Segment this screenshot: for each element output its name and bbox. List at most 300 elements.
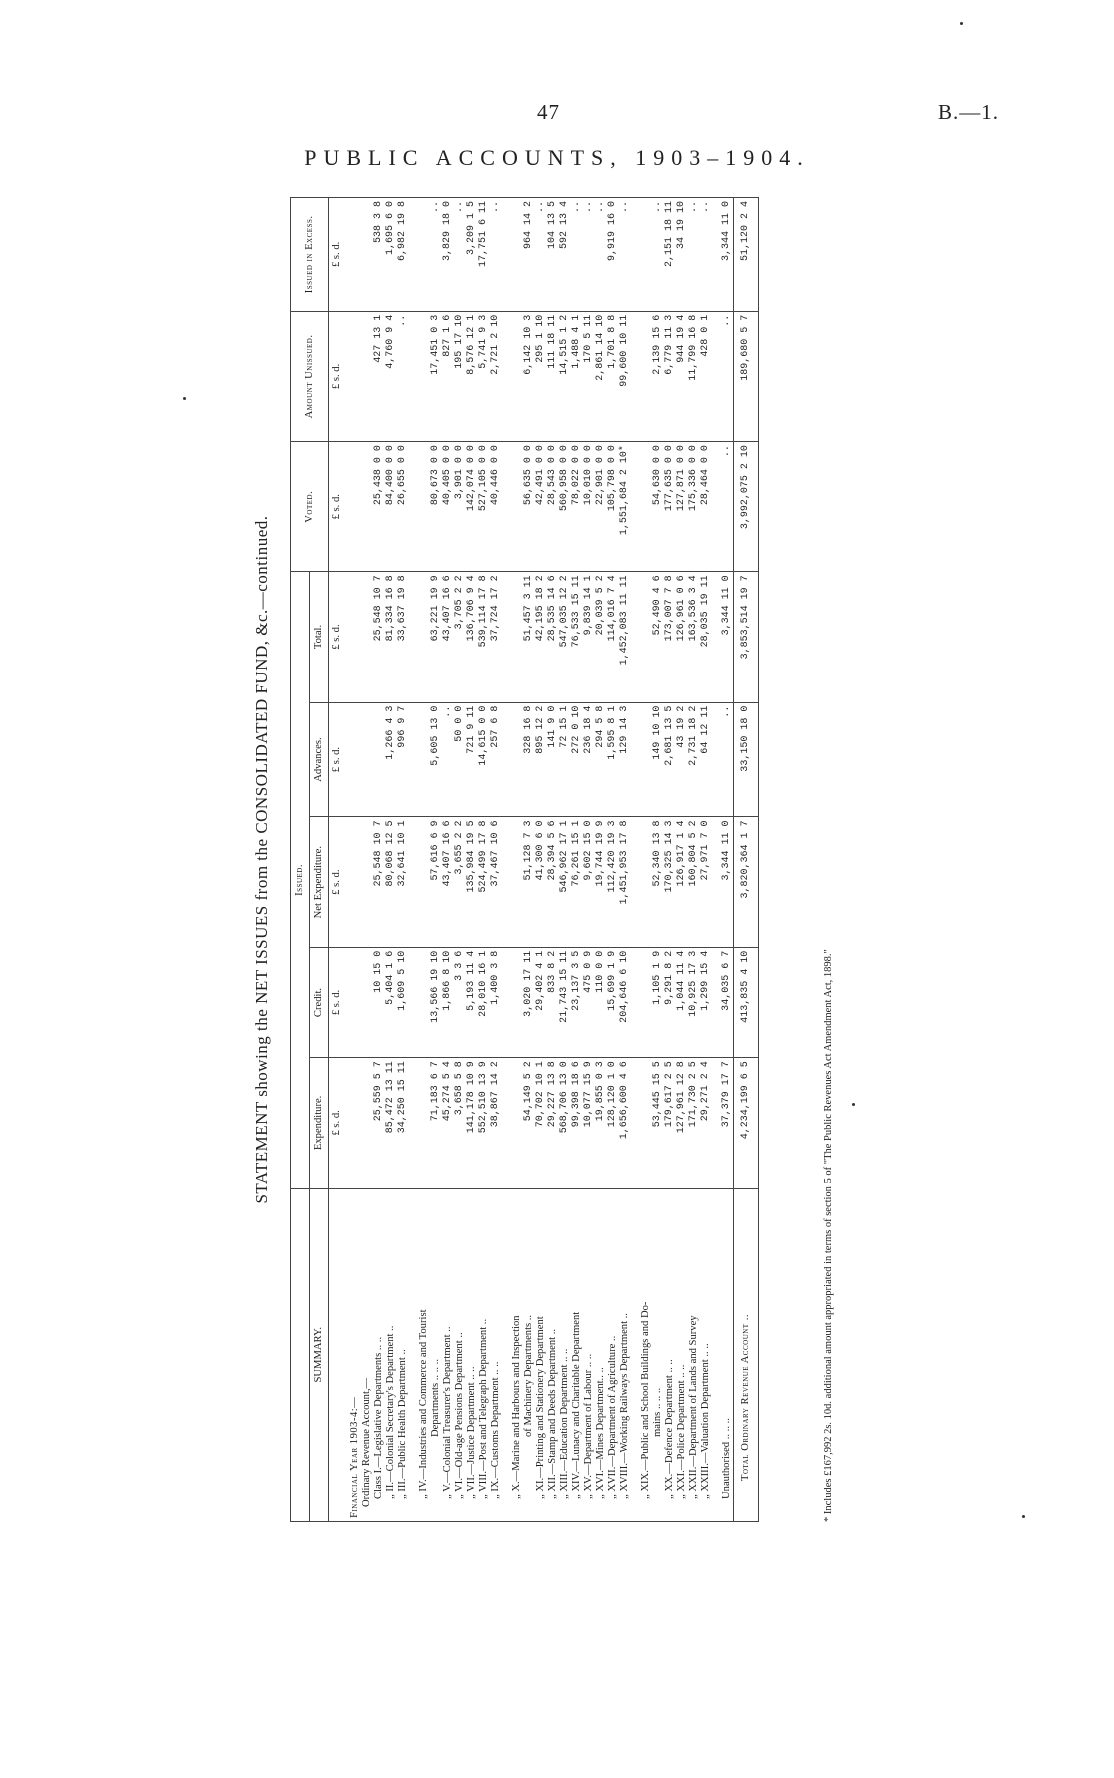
cell-excess: 1,695 6 0 xyxy=(385,198,397,312)
page-reference: B.—1. xyxy=(938,100,1000,124)
cell-total: 52,490 4 6 xyxy=(652,572,664,702)
total-advances: 33,150 18 0 xyxy=(734,702,759,817)
cell-excess: 3,829 18 0 xyxy=(442,198,454,312)
header-issued: Issued. xyxy=(291,572,310,1188)
cell-advances: 129 14 3 xyxy=(619,702,631,817)
table-row xyxy=(619,198,631,1522)
cell-voted: 28,464 0 0 xyxy=(700,442,712,572)
row-label: „ XIX.—Public and School Buildings and Do- xyxy=(640,1188,652,1521)
cell-voted: 25,438 0 0 xyxy=(373,442,385,572)
cell-total: 43,407 16 6 xyxy=(442,572,454,702)
cell-unissued: 2,139 15 6 xyxy=(652,311,664,441)
units-label: £ s. d. xyxy=(329,572,350,702)
cell-total: 76,533 15 11 xyxy=(571,572,583,702)
cell-net-expenditure: 52,340 13 8 xyxy=(652,817,664,947)
section-year: Financial Year 1903-4:— xyxy=(349,1188,361,1521)
cell-unissued: 17,451 0 3 xyxy=(430,311,442,441)
cell-credit: 1,299 15 4 xyxy=(700,947,712,1057)
cell-net-expenditure xyxy=(418,817,430,947)
row-label: „ XVI.—Mines Department.. .. xyxy=(595,1188,607,1521)
cell-voted: 105,798 0 0 xyxy=(607,442,619,572)
cell-advances: 1,266 4 3 xyxy=(385,702,397,817)
cell-voted: 3,901 0 0 xyxy=(454,442,466,572)
cell-total: 126,961 0 6 xyxy=(676,572,688,702)
row-label: Departments .. .. .. xyxy=(430,1188,442,1521)
page-title: PUBLIC ACCOUNTS, 1903–1904. xyxy=(304,145,810,170)
cell-advances: 64 12 11 xyxy=(700,702,712,817)
row-label: „ II.—Colonial Secretary's Department .. xyxy=(385,1188,397,1521)
cell-net-expenditure: 19,744 19 9 xyxy=(595,817,607,947)
cell-total: 25,548 10 7 xyxy=(373,572,385,702)
cell-net-expenditure: 9,602 15 0 xyxy=(583,817,595,947)
cell-total xyxy=(511,572,523,702)
cell-advances: 328 16 8 xyxy=(523,702,535,817)
cell-advances: 72 15 1 xyxy=(559,702,571,817)
cell-advances xyxy=(640,702,652,817)
total-net-expenditure: 3,820,364 1 7 xyxy=(734,817,759,947)
cell-total: 539,114 17 8 xyxy=(478,572,490,702)
cell-voted: 26,655 0 0 xyxy=(397,442,409,572)
cell-total: 37,724 17 2 xyxy=(490,572,502,702)
table-row xyxy=(571,198,583,1522)
speck-mark xyxy=(960,22,963,25)
speck-mark xyxy=(183,397,186,400)
cell-expenditure: 552,510 13 9 xyxy=(478,1058,490,1188)
cell-unissued: 827 1 6 xyxy=(442,311,454,441)
cell-excess: 6,982 19 8 xyxy=(397,198,409,312)
cell-advances: 2,681 13 5 xyxy=(664,702,676,817)
cell-advances: 721 9 11 xyxy=(466,702,478,817)
cell-net-expenditure xyxy=(511,817,523,947)
cell-voted: 527,105 0 0 xyxy=(478,442,490,572)
table-row xyxy=(478,198,490,1522)
header-amount-unissued: Amount Unissued. xyxy=(291,311,329,441)
cell-unissued: 195 17 10 xyxy=(454,311,466,441)
header-expenditure: Expenditure. xyxy=(310,1058,329,1188)
row-label: „ XX.—Defence Department .. .. xyxy=(664,1188,676,1521)
cell-expenditure: 29,271 2 4 xyxy=(700,1058,712,1188)
cell-net-expenditure: 57,616 6 9 xyxy=(430,817,442,947)
cell-advances: 149 10 10 xyxy=(652,702,664,817)
cell-expenditure: 127,961 12 8 xyxy=(676,1058,688,1188)
cell-unissued: 99,600 10 11 xyxy=(619,311,631,441)
cell-voted: 1,551,684 2 10* xyxy=(619,442,631,572)
table-row xyxy=(442,198,454,1522)
cell-expenditure: 3,658 5 8 xyxy=(454,1058,466,1188)
cell-unissued: 427 13 1 xyxy=(373,311,385,441)
row-label: of Machinery Departments .. xyxy=(523,1188,535,1521)
row-label: „ XVIII.—Working Railways Department .. xyxy=(619,1188,631,1521)
cell-total: 42,195 18 2 xyxy=(535,572,547,702)
cell-excess: 9,919 16 0 xyxy=(607,198,619,312)
cell-expenditure: 25,559 5 7 xyxy=(373,1058,385,1188)
cell-excess: .. xyxy=(454,198,466,312)
table-row xyxy=(664,198,676,1522)
cell-voted: 10,010 0 0 xyxy=(583,442,595,572)
cell-net-expenditure: 41,300 6 0 xyxy=(535,817,547,947)
footnote: * Includes £167,992 2s. 10d. additional amount appropriated in terms of section 5 of "The Public Revenues Act Amendment Act, 1898." xyxy=(823,949,834,1522)
cell-expenditure: 99,398 18 6 xyxy=(571,1058,583,1188)
cell-advances: 996 9 7 xyxy=(397,702,409,817)
cell-voted: .. xyxy=(721,442,734,572)
cell-unissued: .. xyxy=(397,311,409,441)
cell-excess: 3,209 1 5 xyxy=(466,198,478,312)
cell-advances: 14,615 0 0 xyxy=(478,702,490,817)
cell-voted: 177,635 0 0 xyxy=(664,442,676,572)
cell-expenditure: 54,149 5 2 xyxy=(523,1058,535,1188)
header-issued-in-excess: Issued in Excess. xyxy=(291,198,329,312)
cell-total: 3,705 2 2 xyxy=(454,572,466,702)
cell-excess: .. xyxy=(490,198,502,312)
table-row xyxy=(583,198,595,1522)
header-total: Total. xyxy=(310,572,329,702)
cell-advances: 50 0 0 xyxy=(454,702,466,817)
cell-net-expenditure: 170,325 14 3 xyxy=(664,817,676,947)
cell-credit: 3,020 17 11 xyxy=(523,947,535,1057)
cell-credit: 21,743 15 11 xyxy=(559,947,571,1057)
row-label: Class I.—Legislative Departments .. .. xyxy=(373,1188,385,1521)
cell-total: 173,007 7 8 xyxy=(664,572,676,702)
cell-credit: 9,291 8 2 xyxy=(664,947,676,1057)
cell-expenditure xyxy=(418,1058,430,1188)
cell-advances xyxy=(418,702,430,817)
cell-unissued: 14,515 1 2 xyxy=(559,311,571,441)
cell-voted: 560,958 0 0 xyxy=(559,442,571,572)
cell-excess xyxy=(418,198,430,312)
cell-excess: 17,751 6 11 xyxy=(478,198,490,312)
speck-mark xyxy=(852,1103,855,1106)
cell-advances: 43 19 2 xyxy=(676,702,688,817)
cell-voted: 54,630 0 0 xyxy=(652,442,664,572)
cell-unissued: .. xyxy=(721,311,734,441)
cell-voted: 22,901 0 0 xyxy=(595,442,607,572)
speck-mark xyxy=(1022,1515,1025,1518)
table-row xyxy=(454,198,466,1522)
total-total: 3,853,514 19 7 xyxy=(734,572,759,702)
cell-voted xyxy=(640,442,652,572)
row-label: „ III.—Public Health Department .. xyxy=(397,1188,409,1521)
cell-advances: 2,731 18 2 xyxy=(688,702,700,817)
cell-voted: 42,491 0 0 xyxy=(535,442,547,572)
cell-net-expenditure: 27,971 7 0 xyxy=(700,817,712,947)
cell-total: 136,706 9 4 xyxy=(466,572,478,702)
cell-expenditure: 45,274 5 4 xyxy=(442,1058,454,1188)
cell-credit: 204,646 6 10 xyxy=(619,947,631,1057)
cell-advances: .. xyxy=(721,702,734,817)
cell-credit: 29,402 4 1 xyxy=(535,947,547,1057)
cell-excess: .. xyxy=(571,198,583,312)
cell-unissued: 2,721 2 10 xyxy=(490,311,502,441)
cell-excess: 34 19 10 xyxy=(676,198,688,312)
row-spacer xyxy=(409,198,418,1522)
cell-credit: 1,044 11 4 xyxy=(676,947,688,1057)
row-label: „ XXIII.—Valuation Department .. .. xyxy=(700,1188,712,1521)
cell-net-expenditure: 112,420 19 3 xyxy=(607,817,619,947)
table-row xyxy=(397,198,409,1522)
cell-net-expenditure xyxy=(640,817,652,947)
cell-total: 1,452,083 11 11 xyxy=(619,572,631,702)
cell-net-expenditure: 25,548 10 7 xyxy=(373,817,385,947)
cell-credit: 23,137 3 5 xyxy=(571,947,583,1057)
total-label: Total Ordinary Revenue Account .. xyxy=(734,1188,759,1521)
cell-excess: 592 13 4 xyxy=(559,198,571,312)
cell-excess: 3,344 11 0 xyxy=(721,198,734,312)
cell-expenditure: 29,227 13 8 xyxy=(547,1058,559,1188)
statement-title: STATEMENT showing the NET ISSUES from the CONSOLIDATED FUND, &c.—continued. xyxy=(252,515,271,1204)
row-label: „ VI.—Old-age Pensions Department .. xyxy=(454,1188,466,1521)
cell-unissued: 1,488 4 1 xyxy=(571,311,583,441)
cell-excess: .. xyxy=(430,198,442,312)
cell-credit: 28,010 16 1 xyxy=(478,947,490,1057)
cell-total: 3,344 11 0 xyxy=(721,572,734,702)
cell-advances: 272 0 10 xyxy=(571,702,583,817)
cell-expenditure: 38,867 14 2 xyxy=(490,1058,502,1188)
row-label: „ XIV.—Lunacy and Charitable Department xyxy=(571,1188,583,1521)
page-number: 47 xyxy=(537,100,560,124)
cell-unissued: 170 5 11 xyxy=(583,311,595,441)
header-credit: Credit. xyxy=(310,947,329,1057)
cell-excess: .. xyxy=(688,198,700,312)
cell-excess: 538 3 8 xyxy=(373,198,385,312)
cell-credit: 110 0 0 xyxy=(595,947,607,1057)
cell-unissued: 1,701 8 8 xyxy=(607,311,619,441)
cell-net-expenditure: 3,344 11 0 xyxy=(721,817,734,947)
cell-unissued: 2,861 14 10 xyxy=(595,311,607,441)
cell-credit: 1,609 5 10 xyxy=(397,947,409,1057)
cell-excess: .. xyxy=(583,198,595,312)
cell-expenditure: 85,472 13 11 xyxy=(385,1058,397,1188)
cell-net-expenditure: 28,394 5 6 xyxy=(547,817,559,947)
row-label: „ VII.—Justice Department .. .. xyxy=(466,1188,478,1521)
units-label: £ s. d. xyxy=(329,702,350,817)
cell-voted: 28,543 0 0 xyxy=(547,442,559,572)
cell-net-expenditure: 76,261 15 1 xyxy=(571,817,583,947)
row-spacer xyxy=(712,198,721,1522)
cell-expenditure: 71,183 6 7 xyxy=(430,1058,442,1188)
row-label: „ XI.—Printing and Stationery Department xyxy=(535,1188,547,1521)
cell-net-expenditure: 51,128 7 3 xyxy=(523,817,535,947)
cell-expenditure: 10,077 15 9 xyxy=(583,1058,595,1188)
cell-credit: 1,866 8 10 xyxy=(442,947,454,1057)
units-blank xyxy=(329,1188,350,1521)
cell-unissued: 428 0 1 xyxy=(700,311,712,441)
cell-expenditure: 141,178 10 9 xyxy=(466,1058,478,1188)
cell-excess: 964 14 2 xyxy=(523,198,535,312)
cell-voted: 56,635 0 0 xyxy=(523,442,535,572)
cell-net-expenditure: 43,407 16 6 xyxy=(442,817,454,947)
cell-excess: 104 13 5 xyxy=(547,198,559,312)
cell-excess: .. xyxy=(700,198,712,312)
cell-voted xyxy=(511,442,523,572)
header-voted: Voted. xyxy=(291,442,329,572)
cell-excess: .. xyxy=(652,198,664,312)
cell-total xyxy=(418,572,430,702)
table-row xyxy=(700,198,712,1522)
table-row xyxy=(721,198,734,1522)
cell-advances xyxy=(511,702,523,817)
cell-credit xyxy=(511,947,523,1057)
row-spacer xyxy=(502,198,511,1522)
table-row xyxy=(676,198,688,1522)
cell-advances: 5,605 13 0 xyxy=(430,702,442,817)
cell-unissued: 5,741 9 3 xyxy=(478,311,490,441)
total-expenditure: 4,234,199 6 5 xyxy=(734,1058,759,1188)
cell-expenditure xyxy=(511,1058,523,1188)
cell-credit: 5,404 1 6 xyxy=(385,947,397,1057)
cell-total: 28,035 19 11 xyxy=(700,572,712,702)
cell-total: 63,221 19 9 xyxy=(430,572,442,702)
statement-body xyxy=(329,198,734,1522)
row-label: „ XVII.—Department of Agriculture .. xyxy=(607,1188,619,1521)
row-label: „ XIII.—Education Department .. .. xyxy=(559,1188,571,1521)
total-credit: 413,835 4 10 xyxy=(734,947,759,1057)
cell-unissued: 111 18 11 xyxy=(547,311,559,441)
cell-net-expenditure: 32,641 10 1 xyxy=(397,817,409,947)
header-advances: Advances. xyxy=(310,702,329,817)
cell-expenditure: 179,617 2 5 xyxy=(664,1058,676,1188)
cell-net-expenditure: 160,804 5 2 xyxy=(688,817,700,947)
cell-net-expenditure: 524,499 17 8 xyxy=(478,817,490,947)
table-row xyxy=(523,198,535,1522)
cell-credit xyxy=(640,947,652,1057)
header-summary: SUMMARY. xyxy=(310,1188,329,1521)
row-label: „ IX.—Customs Department .. .. xyxy=(490,1188,502,1521)
total-excess: 51,120 2 4 xyxy=(734,198,759,312)
cell-expenditure: 128,120 1 0 xyxy=(607,1058,619,1188)
statement-table xyxy=(290,197,759,1522)
cell-total: 51,457 3 11 xyxy=(523,572,535,702)
cell-credit: 5,193 11 4 xyxy=(466,947,478,1057)
cell-expenditure: 1,656,600 4 6 xyxy=(619,1058,631,1188)
cell-expenditure: 171,730 2 5 xyxy=(688,1058,700,1188)
cell-total: 163,536 3 4 xyxy=(688,572,700,702)
cell-advances: 1,595 8 1 xyxy=(607,702,619,817)
table-row xyxy=(559,198,571,1522)
units-label: £ s. d. xyxy=(329,198,350,312)
cell-total: 28,535 14 6 xyxy=(547,572,559,702)
table-row xyxy=(607,198,619,1522)
cell-credit: 10 15 0 xyxy=(373,947,385,1057)
cell-expenditure: 37,379 17 7 xyxy=(721,1058,734,1188)
cell-excess xyxy=(640,198,652,312)
cell-advances: 294 5 8 xyxy=(595,702,607,817)
table-row xyxy=(373,198,385,1522)
row-label: „ VIII.—Post and Telegraph Department .. xyxy=(478,1188,490,1521)
cell-net-expenditure: 1,451,953 17 8 xyxy=(619,817,631,947)
row-label: „ IV.—Industries and Commerce and Tourist xyxy=(418,1188,430,1521)
cell-voted: 80,673 0 0 xyxy=(430,442,442,572)
table-row xyxy=(511,198,523,1522)
row-spacer xyxy=(631,198,640,1522)
row-label: „ V.—Colonial Treasurer's Department .. xyxy=(442,1188,454,1521)
cell-unissued: 4,760 9 4 xyxy=(385,311,397,441)
cell-voted: 78,022 0 0 xyxy=(571,442,583,572)
units-label: £ s. d. xyxy=(329,947,350,1057)
cell-net-expenditure: 135,984 19 5 xyxy=(466,817,478,947)
cell-unissued: 11,799 16 8 xyxy=(688,311,700,441)
cell-total: 547,035 12 2 xyxy=(559,572,571,702)
total-unissued: 189,680 5 7 xyxy=(734,311,759,441)
table-row xyxy=(490,198,502,1522)
row-label: Unauthorised .. .. .. xyxy=(721,1188,734,1521)
row-label: „ X.—Marine and Harbours and Inspection xyxy=(511,1188,523,1521)
cell-voted: 175,336 0 0 xyxy=(688,442,700,572)
cell-expenditure: 34,250 15 11 xyxy=(397,1058,409,1188)
cell-voted: 84,400 0 0 xyxy=(385,442,397,572)
cell-credit xyxy=(418,947,430,1057)
table-row xyxy=(688,198,700,1522)
cell-credit: 3 3 6 xyxy=(454,947,466,1057)
row-label: „ XV.—Department of Labour .. .. xyxy=(583,1188,595,1521)
cell-credit: 10,925 17 3 xyxy=(688,947,700,1057)
cell-excess: .. xyxy=(595,198,607,312)
row-label: mains .. .. .. xyxy=(652,1188,664,1521)
cell-unissued xyxy=(418,311,430,441)
units-label: £ s. d. xyxy=(329,442,350,572)
cell-advances: 257 6 8 xyxy=(490,702,502,817)
table-row xyxy=(418,198,430,1522)
cell-unissued: 6,142 10 3 xyxy=(523,311,535,441)
cell-unissued: 8,576 12 1 xyxy=(466,311,478,441)
cell-advances: 895 12 2 xyxy=(535,702,547,817)
cell-net-expenditure: 126,917 1 4 xyxy=(676,817,688,947)
total-voted: 3,992,075 2 10 xyxy=(734,442,759,572)
cell-credit: 1,105 1 9 xyxy=(652,947,664,1057)
cell-credit: 833 8 2 xyxy=(547,947,559,1057)
cell-advances xyxy=(373,702,385,817)
cell-voted: 40,446 0 0 xyxy=(490,442,502,572)
cell-total: 81,334 16 8 xyxy=(385,572,397,702)
cell-unissued: 944 19 4 xyxy=(676,311,688,441)
cell-credit: 1,400 3 8 xyxy=(490,947,502,1057)
cell-total xyxy=(640,572,652,702)
cell-excess: 2,151 18 11 xyxy=(664,198,676,312)
cell-credit: 13,566 19 10 xyxy=(430,947,442,1057)
cell-expenditure xyxy=(640,1058,652,1188)
cell-net-expenditure: 546,962 17 1 xyxy=(559,817,571,947)
cell-expenditure: 19,855 0 3 xyxy=(595,1058,607,1188)
cell-expenditure: 568,706 13 0 xyxy=(559,1058,571,1188)
cell-total: 9,839 14 1 xyxy=(583,572,595,702)
rotated-statement xyxy=(248,197,848,1522)
table-row xyxy=(640,198,652,1522)
cell-voted: 142,074 0 0 xyxy=(466,442,478,572)
table-row xyxy=(385,198,397,1522)
cell-advances: .. xyxy=(442,702,454,817)
cell-unissued xyxy=(640,311,652,441)
row-label: „ XXII.—Department of Lands and Survey xyxy=(688,1188,700,1521)
header-net-expenditure: Net Expenditure. xyxy=(310,817,329,947)
header-blank xyxy=(291,1188,310,1521)
table-row xyxy=(652,198,664,1522)
row-label: „ XII.—Stamp and Deeds Department .. xyxy=(547,1188,559,1521)
table-row xyxy=(595,198,607,1522)
cell-net-expenditure: 37,467 10 6 xyxy=(490,817,502,947)
cell-unissued: 6,779 11 3 xyxy=(664,311,676,441)
table-row xyxy=(535,198,547,1522)
cell-voted: 127,871 0 0 xyxy=(676,442,688,572)
table-row xyxy=(466,198,478,1522)
cell-expenditure: 53,445 15 5 xyxy=(652,1058,664,1188)
cell-net-expenditure: 3,655 2 2 xyxy=(454,817,466,947)
cell-net-expenditure: 80,068 12 5 xyxy=(385,817,397,947)
cell-advances: 236 18 4 xyxy=(583,702,595,817)
cell-excess: .. xyxy=(535,198,547,312)
cell-total: 114,016 7 4 xyxy=(607,572,619,702)
cell-excess xyxy=(511,198,523,312)
row-label: „ XXI.—Police Department .. .. xyxy=(676,1188,688,1521)
cell-voted: 40,405 0 0 xyxy=(442,442,454,572)
